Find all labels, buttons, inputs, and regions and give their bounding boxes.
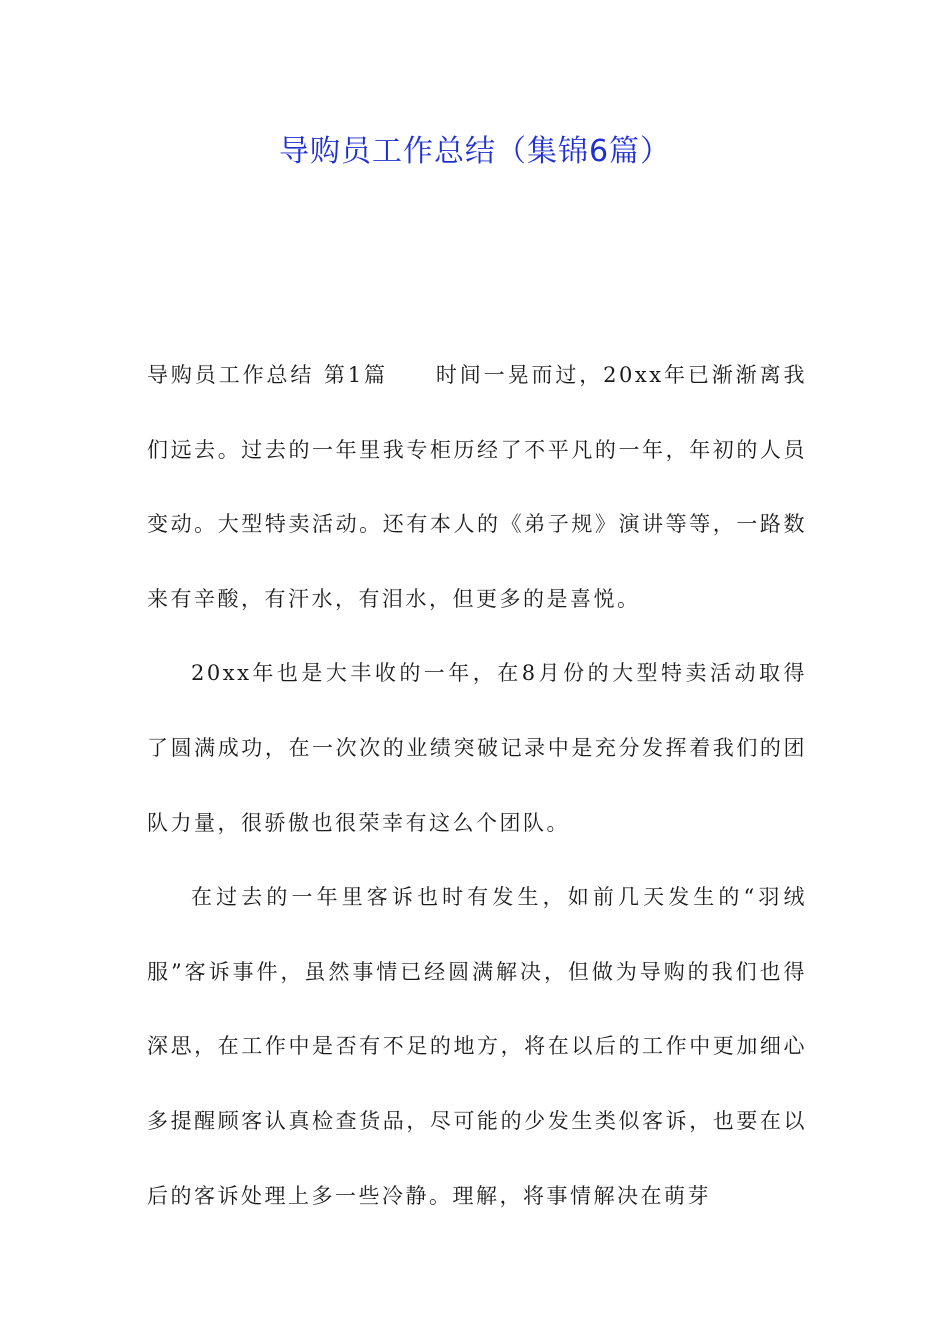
paragraph-1-text: 时间一晃而过，20xx年已渐渐离我们远去。过去的一年里我专柜历经了不平凡的一年，年初的人员变动。大型特卖活动。还有本人的《弟子规》演讲等等，一路数来有辛酸，有汗水，有泪水，但更多的是喜悦。 xyxy=(147,363,807,611)
paragraph-3: 在过去的一年里客诉也时有发生，如前几天发生的“羽绒服”客诉事件，虽然事情已经圆满解决，但做为导购的我们也得深思，在工作中是否有不足的地方，将在以后的工作中更加细心多提醒顾客认真检查货品，尽可能的少发生类似客诉，也要在以后的客诉处理上多一些冷静。理解，将事情解决在萌芽 xyxy=(147,885,807,1208)
section-heading: 导购员工作总结 第1篇 xyxy=(147,363,388,387)
document-body xyxy=(147,338,807,1233)
document-title: 导购员工作总结（集锦6篇） xyxy=(278,134,672,169)
paragraph-1 xyxy=(147,338,807,636)
paragraph-2: 20xx年也是大丰收的一年，在8月份的大型特卖活动取得了圆满成功，在一次次的业绩突破记录中是充分发挥着我们的团队力量，很骄傲也很荣幸有这么个团队。 xyxy=(147,661,807,835)
